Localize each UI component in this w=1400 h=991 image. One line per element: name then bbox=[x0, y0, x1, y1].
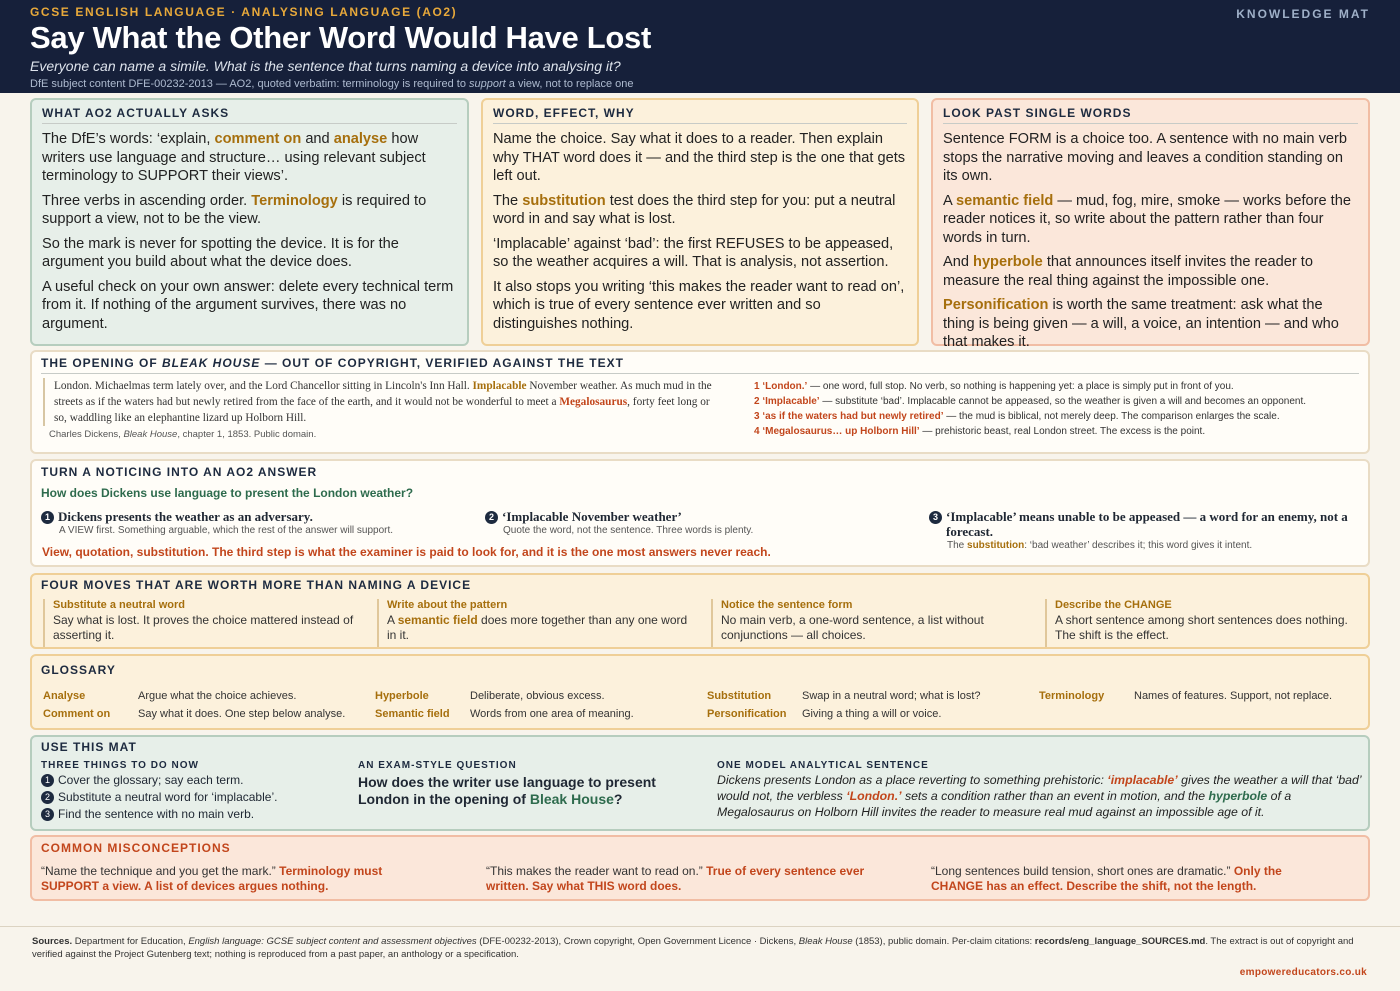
step-desc-1: A VIEW first. Something arguable, which the rest of the answer will support. bbox=[59, 525, 394, 536]
past-panel bbox=[931, 98, 1370, 350]
move-3 bbox=[711, 599, 1031, 647]
move-desc-4: A short sentence among short sentences does nothing. The shift is the effect. bbox=[1055, 613, 1348, 642]
model-sentence-block bbox=[717, 760, 1362, 820]
ao2-para-2: Three verbs in ascending order. Terminology is required to support a view, not to be the view. bbox=[42, 192, 427, 227]
misconception-3: “Long sentences build tension, short ones are dramatic.” Only the CHANGE has an effect. Describe the shift, not the length. bbox=[931, 864, 1282, 893]
thing-3: 3 Find the sentence with no main verb. bbox=[41, 806, 341, 823]
annotation-notes bbox=[754, 379, 1354, 439]
ao2-panel bbox=[30, 98, 469, 346]
step-title-1: Dickens presents the weather as an adversary. bbox=[58, 509, 313, 524]
step-title-2: ‘Implacable November weather’ bbox=[502, 509, 682, 524]
note-4: 4 ‘Megalosaurus… up Holborn Hill’ — prehistoric beast, real London street. The excess is the point. bbox=[754, 426, 1206, 437]
wew-para-1: Name the choice. Say what it does to a reader. Then explain why THAT word does it — and the third step is the one that gets left out. bbox=[493, 131, 906, 184]
past-heading: LOOK PAST SINGLE WORDS bbox=[943, 106, 1358, 124]
ao2-para-4: A useful check on your own answer: delete every technical term from it. If nothing of the argument survives, there was no argument. bbox=[42, 278, 454, 332]
move-4 bbox=[1045, 599, 1360, 647]
move-desc-3: No main verb, a one-word sentence, a list without conjunctions — all choices. bbox=[721, 613, 984, 642]
step-title-3: ‘Implacable’ means unable to be appeased — a word for an enemy, not a forecast. bbox=[946, 509, 1348, 539]
move-title-2: Write about the pattern bbox=[387, 599, 508, 611]
misconceptions-heading: COMMON MISCONCEPTIONS bbox=[41, 841, 231, 855]
use-heading: USE THIS MAT bbox=[41, 740, 137, 754]
things-block bbox=[41, 760, 341, 823]
note-3: 3 ‘as if the waters had but newly retired’ — the mud is biblical, not merely deep. The comparison enlarges the scale. bbox=[754, 411, 1280, 422]
misconception-2: “This makes the reader want to read on.” True of every sentence ever written. Say what THIS word does. bbox=[486, 864, 865, 893]
site-url[interactable]: empowereducators.co.uk bbox=[1239, 967, 1367, 978]
note-1: 1 ‘London.’ — one word, full stop. No verb, so nothing is happening yet: a place is simply put in front of you. bbox=[754, 381, 1234, 392]
page-title: Say What the Other Word Would Have Lost bbox=[30, 20, 651, 55]
turn-question: How does Dickens use language to present the London weather? bbox=[41, 486, 414, 500]
wew-para-3: ‘Implacable’ against ‘bad’: the first REFUSES to be appeased, so the weather acquires a will. That is analysis, not assertion. bbox=[493, 235, 894, 270]
turn-takeaway: View, quotation, substitution. The third step is what the examiner is paid to look for, and it is the one most answers never reach. bbox=[42, 545, 771, 559]
misconceptions-panel bbox=[30, 835, 1370, 901]
glossary-panel: GLOSSARY Analyse Argue what the choice achieves. Comment on Say what it does. One step below analyse. Hyperbole Deliberate, obvious excess. Semantic field Words from one area of meaning. Substitution Swap in a neutral word; what is lost? Personification Giving a thing a will or voice. Terminology Names of features. Support, not replace. bbox=[30, 654, 1370, 730]
turn-heading: TURN A NOTICING INTO AN AO2 ANSWER bbox=[41, 465, 318, 479]
subtitle: Everyone can name a simile. What is the sentence that turns naming a device into analysing it? bbox=[30, 58, 621, 74]
source-text-end: a view, not to replace one bbox=[505, 78, 634, 90]
opening-heading: THE OPENING OF BLEAK HOUSE — OUT OF COPYRIGHT, VERIFIED AGAINST THE TEXT bbox=[41, 356, 1359, 374]
move-desc-1: Say what is lost. It proves the choice mattered instead of asserting it. bbox=[53, 613, 354, 642]
thing-1: 1 Cover the glossary; say each term. bbox=[41, 772, 341, 789]
past-para-3: And hyperbole that announces itself invites the reader to measure the real thing against the impossible one. bbox=[943, 254, 1313, 289]
opening-panel bbox=[30, 350, 1370, 454]
exam-question-heading: AN EXAM-STYLE QUESTION bbox=[358, 760, 517, 771]
move-1 bbox=[43, 599, 363, 647]
move-title-4: Describe the CHANGE bbox=[1055, 599, 1172, 611]
past-para-2: A semantic field — mud, fog, mire, smoke — works before the reader notices it, so write about the pattern rather than four words in turn. bbox=[943, 192, 1351, 246]
ao2-para-3: So the mark is never for spotting the device. It is for the argument you build about what the device does. bbox=[42, 235, 399, 270]
move-2 bbox=[377, 599, 697, 647]
past-para-4: Personification is worth the same treatment: ask what the thing is being given — a will, a voice, an intention — and who that makes it. bbox=[943, 297, 1339, 350]
step-desc-2: Quote the word, not the sentence. Three words is plenty. bbox=[503, 525, 754, 536]
move-desc-2: A semantic field does more together than any one word in it. bbox=[387, 613, 688, 642]
step-3 bbox=[929, 509, 1359, 551]
extract: London. Michaelmas term lately over, and the Lord Chancellor sitting in Lincoln's Inn Hall. Implacable November weather. As much mud in the streets as if the waters had but newly retired from the face of the earth, and it would not be wonderful to meet a Megalosaurus, forty feet long or so, waddling like an elephantine lizard up Holborn Hill. bbox=[43, 378, 723, 426]
header bbox=[0, 0, 1400, 93]
wew-heading: WORD, EFFECT, WHY bbox=[493, 106, 907, 124]
past-para-1: Sentence FORM is a choice too. A sentence with no main verb stops the narrative moving and leaves a condition standing on its own. bbox=[943, 131, 1347, 184]
kicker: GCSE ENGLISH LANGUAGE · ANALYSING LANGUAGE (AO2) bbox=[30, 5, 458, 19]
moves-heading: FOUR MOVES THAT ARE WORTH MORE THAN NAMING A DEVICE bbox=[41, 578, 472, 592]
wew-panel bbox=[481, 98, 919, 346]
source-line bbox=[30, 78, 1370, 90]
citation: Charles Dickens, Bleak House, chapter 1, 1853. Public domain. bbox=[49, 429, 317, 440]
glossary-heading: GLOSSARY bbox=[41, 663, 116, 677]
move-title-1: Substitute a neutral word bbox=[53, 599, 186, 611]
footer-sources: Sources. Department for Education, English language: GCSE subject content and assessment objectives (DFE-00232-2013), Crown copyright, Open Government Licence · Dickens, Bleak House (1853), public domain. Per-claim citations: records/eng_language_SOURCES.md. The extract is out of copyright and verified against the Project Gutenberg text; nothing is reproduced from a past paper, an anthology or a specification. bbox=[32, 936, 1354, 960]
step-desc-3: The substitution: ‘bad weather’ describes it; this word gives it intent. bbox=[947, 540, 1253, 551]
exam-question: How does the writer use language to present London in the opening of Bleak House? bbox=[358, 774, 656, 807]
use-panel bbox=[30, 735, 1370, 831]
model-sentence: Dickens presents London as a place reverting to something prehistoric: ‘implacable’ gives the weather a will that ‘bad’ would not, the verbless ‘London.’ sets a condition rather than an event in motion, and the hyperbole of a Megalosaurus on Holborn Hill invites the reader to measure real mud against an impossible age of it. bbox=[717, 773, 1361, 819]
footer-divider bbox=[0, 926, 1400, 927]
source-emphasis: support bbox=[469, 78, 506, 90]
step-1 bbox=[41, 509, 471, 536]
move-title-3: Notice the sentence form bbox=[721, 599, 853, 611]
source-text: DfE subject content DFE-00232-2013 — AO2, quoted verbatim: terminology is required to bbox=[30, 78, 470, 90]
thing-2: 2 Substitute a neutral word for ‘implacable’. bbox=[41, 789, 341, 806]
turn-panel bbox=[30, 459, 1370, 567]
wew-para-2: The substitution test does the third step for you: put a neutral word in and say what is lost. bbox=[493, 192, 896, 227]
model-sentence-heading: ONE MODEL ANALYTICAL SENTENCE bbox=[717, 760, 929, 771]
step-2 bbox=[485, 509, 915, 536]
things-heading: THREE THINGS TO DO NOW bbox=[41, 760, 199, 771]
step-number-1: 1 bbox=[41, 511, 54, 524]
wew-para-4: It also stops you writing ‘this makes the reader want to read on’, which is true of every sentence ever written and so distinguishes nothing. bbox=[493, 278, 905, 332]
step-number-3: 3 bbox=[929, 511, 942, 524]
note-2: 2 ‘Implacable’ — substitute ‘bad’. Implacable cannot be appeased, so the weather is given a will and becomes an opponent. bbox=[754, 396, 1307, 407]
moves-panel bbox=[30, 573, 1370, 649]
exam-question-block bbox=[358, 760, 688, 808]
step-number-2: 2 bbox=[485, 511, 498, 524]
ao2-para-1: The DfE’s words: ‘explain, comment on and analyse how writers use language and structure… using relevant subject terminology to SUPPORT their views’. bbox=[42, 131, 426, 184]
mat-label: KNOWLEDGE MAT bbox=[1236, 7, 1370, 21]
ao2-heading: WHAT AO2 ACTUALLY ASKS bbox=[42, 106, 457, 124]
misconception-1: “Name the technique and you get the mark.” Terminology must SUPPORT a view. A list of devices argues nothing. bbox=[41, 864, 383, 893]
